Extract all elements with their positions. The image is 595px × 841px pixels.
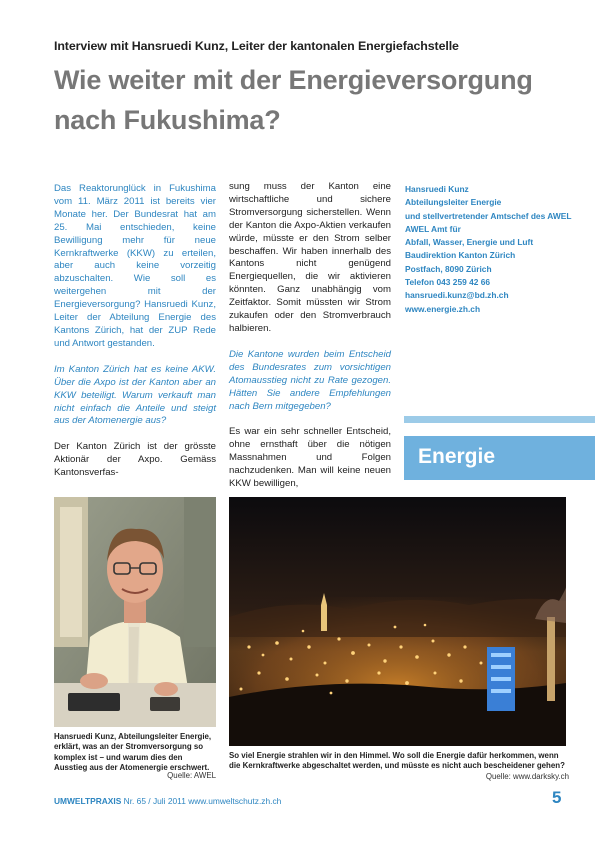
contact-box [405, 183, 595, 316]
contact-line: Telefon 043 259 42 66 [405, 277, 491, 288]
contact-line: Hansruedi Kunz [405, 184, 469, 194]
answer-1-start: Der Kanton Zürich ist der grösste Aktionär der Axpo. Gemäss Kantonsverfas- [54, 441, 216, 479]
question-2: Die Kantone wurden beim Entscheid des Bundesrates zum vorsichtigen Atomausstieg nicht zu Rate gezogen. Hätten Sie andere Empfehlungen nach Bern mitgegeben? [229, 348, 391, 412]
contact-email-link[interactable]: hansruedi.kunz@bd.zh.ch [405, 290, 509, 301]
section-label: Energie [418, 445, 496, 468]
photo-source-portrait: Quelle: AWEL [167, 771, 216, 780]
portrait-photo [54, 497, 216, 727]
footer [54, 796, 281, 806]
footer-issue: Nr. 65 / Juli 2011 [123, 796, 186, 806]
answer-2: Es war ein sehr schneller Entscheid, ohne ernsthaft über die nötigen Massnahmen und Folgen nachzudenken. Man will keine neuen KKW bewilligen, [229, 426, 391, 490]
contact-line: und stellvertretender Amtschef des AWEL [405, 210, 572, 221]
contact-line: AWEL Amt für [405, 223, 461, 234]
headline-line-2: nach Fukushima? [54, 105, 281, 135]
column-2 [229, 181, 391, 491]
contact-line: Baudirektion Kanton Zürich [405, 250, 516, 261]
headline [54, 60, 574, 140]
answer-1-continued: sung muss der Kanton eine wirtschaftliche und sichere Stromversorgung sicherstellen. Wenn der Kanton die Axpo-Aktien verkaufen würde, müsste er den Strom selber beschaffen. Wir haben innerhalb des Kantons nicht genügend Energiequellen, die wir aktivieren könnten. Ganz unabhängig vom Zeitfaktor. Somit müssten wir Strom zukaufen oder den Stromverbrauch halbieren. [229, 181, 391, 334]
photo-source-city: Quelle: www.darksky.ch [485, 772, 569, 781]
kicker: Interview mit Hansruedi Kunz, Leiter der kantonalen Energiefachstelle [54, 39, 459, 53]
column-1 [54, 181, 216, 480]
section-divider [404, 416, 595, 423]
footer-url[interactable]: www.umweltschutz.zh.ch [188, 796, 282, 806]
contact-web-link[interactable]: www.energie.zh.ch [405, 303, 481, 314]
question-1: Im Kanton Zürich hat es keine AKW. Über die Axpo ist der Kanton aber an KKW beteiligt. Warum verkauft man nicht einfach die Anteile und steigt aus der Atomenergie aus? [54, 363, 216, 427]
contact-line: Abteilungsleiter Energie [405, 197, 502, 208]
lead-paragraph: Das Reaktorunglück in Fukushima vom 11. März 2011 ist bereits vier Monate her. Der Bundesrat hat am 25. Mai entschieden, keine Bewilligung mehr für neue Kernkraftwerke (KKW) zu erteilen, aber auch keine vorzeitig abzuschalten. Wie soll es weitergehen mit der Energieversorgung? Hansruedi Kunz, Leiter der Abteilung Energie des Kantons Zürich, hat der ZUP Rede und Antwort gestanden. [54, 183, 216, 349]
contact-line: Postfach, 8090 Zürich [405, 263, 492, 274]
section-band [404, 436, 595, 480]
headline-line-1: Wie weiter mit der Energieversorgung [54, 65, 533, 95]
photo-caption-portrait: Hansruedi Kunz, Abteilungsleiter Energie, erklärt, was an der Stromversorgung so komplex ist – und warum dies den Ausstieg aus der Atomenergie erschwert. [54, 732, 212, 772]
photo-caption-city: So viel Energie strahlen wir in den Himmel. Wo soll die Energie dafür herkommen, wenn die Kernkraftwerke abgeschaltet werden, und müsste es nicht auch bescheidener gehen? [229, 751, 565, 771]
contact-line: Abfall, Wasser, Energie und Luft [405, 237, 534, 248]
footer-brand: UMWELTPRAXIS [54, 796, 122, 806]
city-night-photo [229, 497, 566, 746]
page-number: 5 [552, 788, 562, 807]
